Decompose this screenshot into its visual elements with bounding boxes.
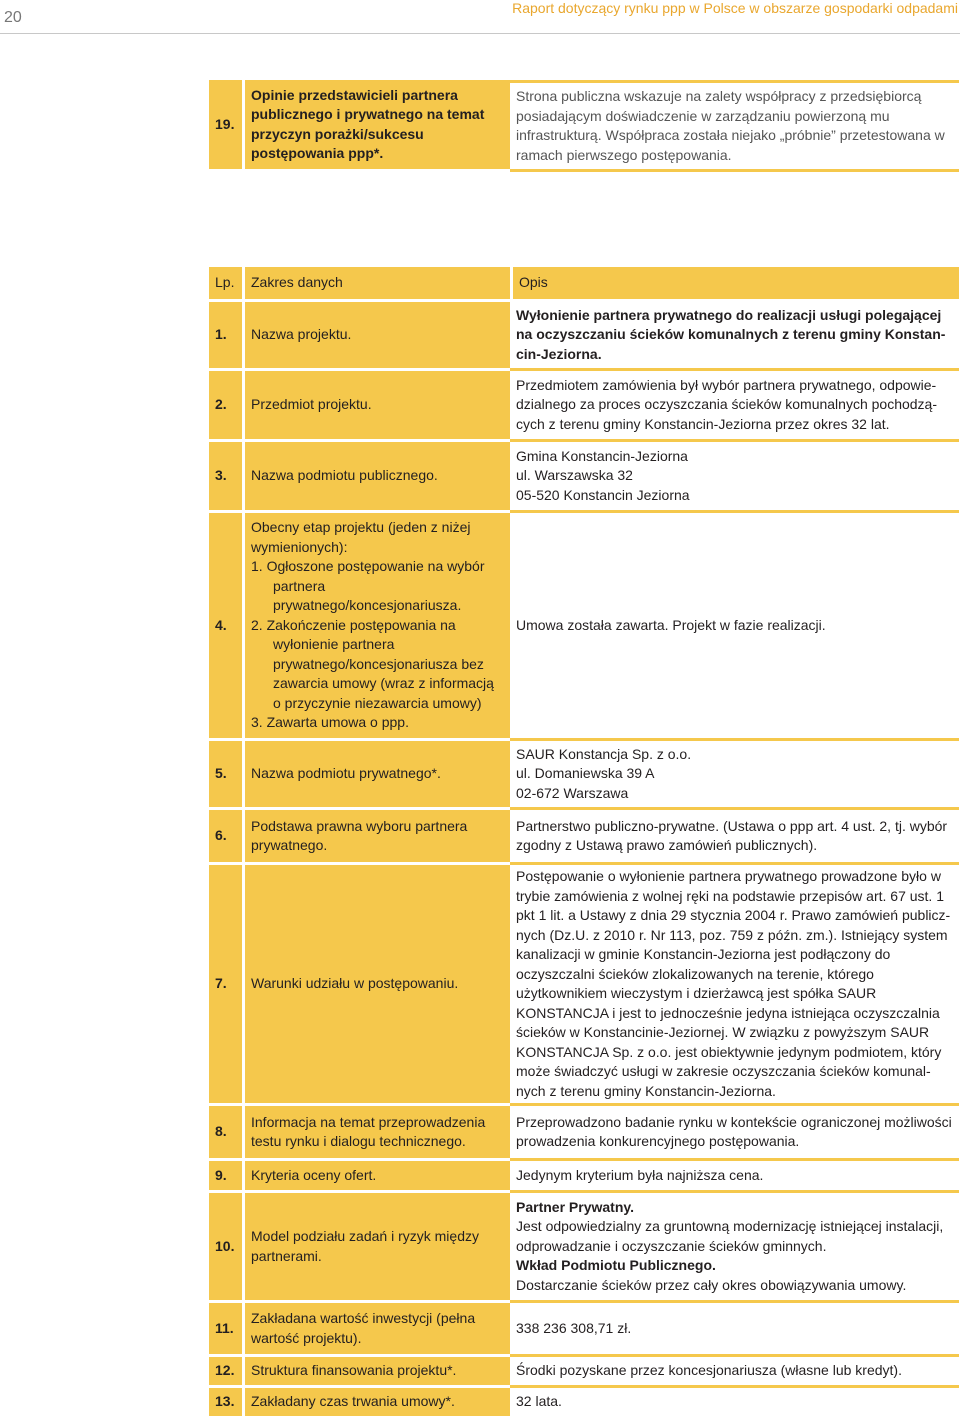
row-label: Kryteria oceny ofert. bbox=[242, 1161, 510, 1193]
header-zakres: Zakres danych bbox=[242, 267, 510, 302]
row-label: Podstawa prawna wyboru partnera prywatnego. bbox=[242, 810, 510, 865]
row-description bbox=[510, 442, 959, 513]
row-description: Wyłonienie partnera prywatnego do realizacji usługi polegającej na oczyszczaniu ścieków komunalnych z terenu gminy Konstancin-Jeziorna. bbox=[510, 302, 959, 371]
row-description: Jedynym kryterium była najniższa cena. bbox=[510, 1161, 959, 1193]
row-number: 3. bbox=[209, 442, 242, 513]
table-row bbox=[209, 1193, 959, 1303]
row-number: 2. bbox=[209, 371, 242, 442]
block-title: Partner Prywatny. bbox=[516, 1198, 635, 1215]
row-label: Informacja na temat przeprowadzenia testu rynku i dialogu technicznego. bbox=[242, 1106, 510, 1161]
table-row bbox=[209, 1303, 959, 1357]
table-row bbox=[209, 302, 959, 371]
row-number: 9. bbox=[209, 1161, 242, 1193]
address-line: ul. Warszawska 32 bbox=[516, 467, 633, 484]
row-description: Postępowanie o wyłonienie partnera prywatnego prowadzone było w trybie zamówienia z wolnej ręki na podstawie przepisów art. 67 ust. 1 pkt 1 lit. a Ustawy z dnia 29 stycznia 2004 r. Prawo zamówień publicznych (Dz.U. z 2010 r. Nr 113, poz. 759 z późn. zm.). Istniejący system kanalizacji w gminie Konstancin-Jeziorna jest podłączony do oczyszczalni ścieków zlokalizowanych na terenie, którego użytkownikiem wieczystym i dzierżawcą jest spółka SAUR KONSTANCJA i jest to jednocześnie jedyna istniejąca oczyszczalnia ścieków w Konstancinie-Jeziornej. W związku z powyższym SAUR KONSTANCJA Sp. z o.o. jest obiektywnie jedynym podmiotem, który może świadczyć usługi w zakresie oczyszczania ścieków komunalnych z terenu gminy Konstancin-Jeziorna. bbox=[510, 865, 959, 1106]
row-number: 12. bbox=[209, 1357, 242, 1388]
row-description bbox=[510, 741, 959, 810]
table-row bbox=[209, 513, 959, 741]
row-description: Partnerstwo publiczno-prywatne. (Ustawa o ppp art. 4 ust. 2, tj. wybór zgodny z Ustawą prawo zamówień publicznych). bbox=[510, 810, 959, 865]
address-line: ul. Domaniewska 39 A bbox=[516, 765, 655, 782]
project-table bbox=[209, 267, 959, 1419]
address-line: 05-520 Konstancin Jeziorna bbox=[516, 486, 690, 503]
row-number: 6. bbox=[209, 810, 242, 865]
page-header bbox=[0, 0, 960, 34]
stage-intro: Obecny etap projektu (jeden z niżej wymienionych): bbox=[251, 519, 471, 555]
header-opis: Opis bbox=[510, 267, 959, 302]
row-number: 10. bbox=[209, 1193, 242, 1303]
row-number: 8. bbox=[209, 1106, 242, 1161]
row-description: 32 lata. bbox=[510, 1388, 959, 1419]
row-number: 11. bbox=[209, 1303, 242, 1357]
row-description: 338 236 308,71 zł. bbox=[510, 1303, 959, 1357]
header-lp: Lp. bbox=[209, 267, 242, 302]
row-description: Środki pozyskane przez koncesjonariusza (własne lub kredyt). bbox=[510, 1357, 959, 1388]
row-number: 5. bbox=[209, 741, 242, 810]
row-description: Umowa została zawarta. Projekt w fazie realizacji. bbox=[510, 513, 959, 741]
row-number: 7. bbox=[209, 865, 242, 1106]
row-number: 19. bbox=[209, 80, 242, 172]
stage-option: 2. Zakończenie postępowania na wyłonienie partnera prywatnego/koncesjonariusza bez zawarcia umowy (wraz z informacją o przyczynie niezawarcia umowy) bbox=[251, 616, 494, 711]
running-title: Raport dotyczący rynku ppp w Polsce w obszarze gospodarki odpadami bbox=[512, 0, 958, 16]
row-label: Nazwa podmiotu publicznego. bbox=[242, 442, 510, 513]
table-row bbox=[209, 1357, 959, 1388]
table-row bbox=[209, 1388, 959, 1419]
row-description: Przedmiotem zamówienia był wybór partnera prywatnego, odpowiedzialnego za proces oczyszczania ścieków komunalnych pochodzących z terenu gminy Konstancin-Jeziorna przez okres 32 lat. bbox=[510, 371, 959, 442]
row-label: Struktura finansowania projektu*. bbox=[242, 1357, 510, 1388]
address-line: 02-672 Warszawa bbox=[516, 784, 629, 801]
stage-option: 3. Zawarta umowa o ppp. bbox=[251, 714, 409, 731]
table-row bbox=[209, 442, 959, 513]
table-row bbox=[209, 1106, 959, 1161]
address-line: Gmina Konstancin-Jeziorna bbox=[516, 447, 688, 464]
row-label: Zakładany czas trwania umowy*. bbox=[242, 1388, 510, 1419]
table-row bbox=[209, 741, 959, 810]
row-label: Model podziału zadań i ryzyk między partnerami. bbox=[242, 1193, 510, 1303]
row-label: Nazwa podmiotu prywatnego*. bbox=[242, 741, 510, 810]
stage-option: 1. Ogłoszone postępowanie na wybór partnera prywatnego/koncesjonariusza. bbox=[251, 558, 485, 614]
table-row bbox=[209, 865, 959, 1106]
row-label: Zakładana wartość inwestycji (pełna wartość projektu). bbox=[242, 1303, 510, 1357]
block-text: Dostarczanie ścieków przez cały okres obowiązywania umowy. bbox=[516, 1276, 907, 1293]
row-label: Opinie przedstawicieli partnera publicznego i prywatnego na temat przyczyn porażki/sukcesu postępowania ppp*. bbox=[242, 80, 510, 172]
row-number: 13. bbox=[209, 1388, 242, 1419]
row-description: Przeprowadzono badanie rynku w kontekście ograniczonej możliwości prowadzenia konkurencyjnego postępowania. bbox=[510, 1106, 959, 1161]
row-label: Warunki udziału w postępowaniu. bbox=[242, 865, 510, 1106]
row-description bbox=[510, 1193, 959, 1303]
block-text: Jest odpowiedzialny za gruntowną modernizację istniejącej instalacji, odprowadzanie i oczyszczanie ścieków gminnych. bbox=[516, 1218, 944, 1254]
row-description: Strona publiczna wskazuje na zalety współpracy z przedsiębiorcą posiadającym doświadczenie w zarządzaniu powierzoną mu infrastrukturą. Współpraca została niejako „próbnie” przetestowana w ramach pierwszego postępowania. bbox=[510, 80, 959, 172]
row-number: 4. bbox=[209, 513, 242, 741]
row-label: Przedmiot projektu. bbox=[242, 371, 510, 442]
row-label: Nazwa projektu. bbox=[242, 302, 510, 371]
table-row bbox=[209, 371, 959, 442]
table-row bbox=[209, 810, 959, 865]
page-number: 20 bbox=[4, 9, 22, 26]
continued-table bbox=[209, 80, 959, 172]
address-line: SAUR Konstancja Sp. z o.o. bbox=[516, 745, 692, 762]
table-row bbox=[209, 1161, 959, 1193]
block-title: Wkład Podmiotu Publicznego. bbox=[516, 1257, 716, 1274]
table-header-row bbox=[209, 267, 959, 302]
table-row bbox=[209, 80, 959, 172]
row-number: 1. bbox=[209, 302, 242, 371]
row-label bbox=[242, 513, 510, 741]
